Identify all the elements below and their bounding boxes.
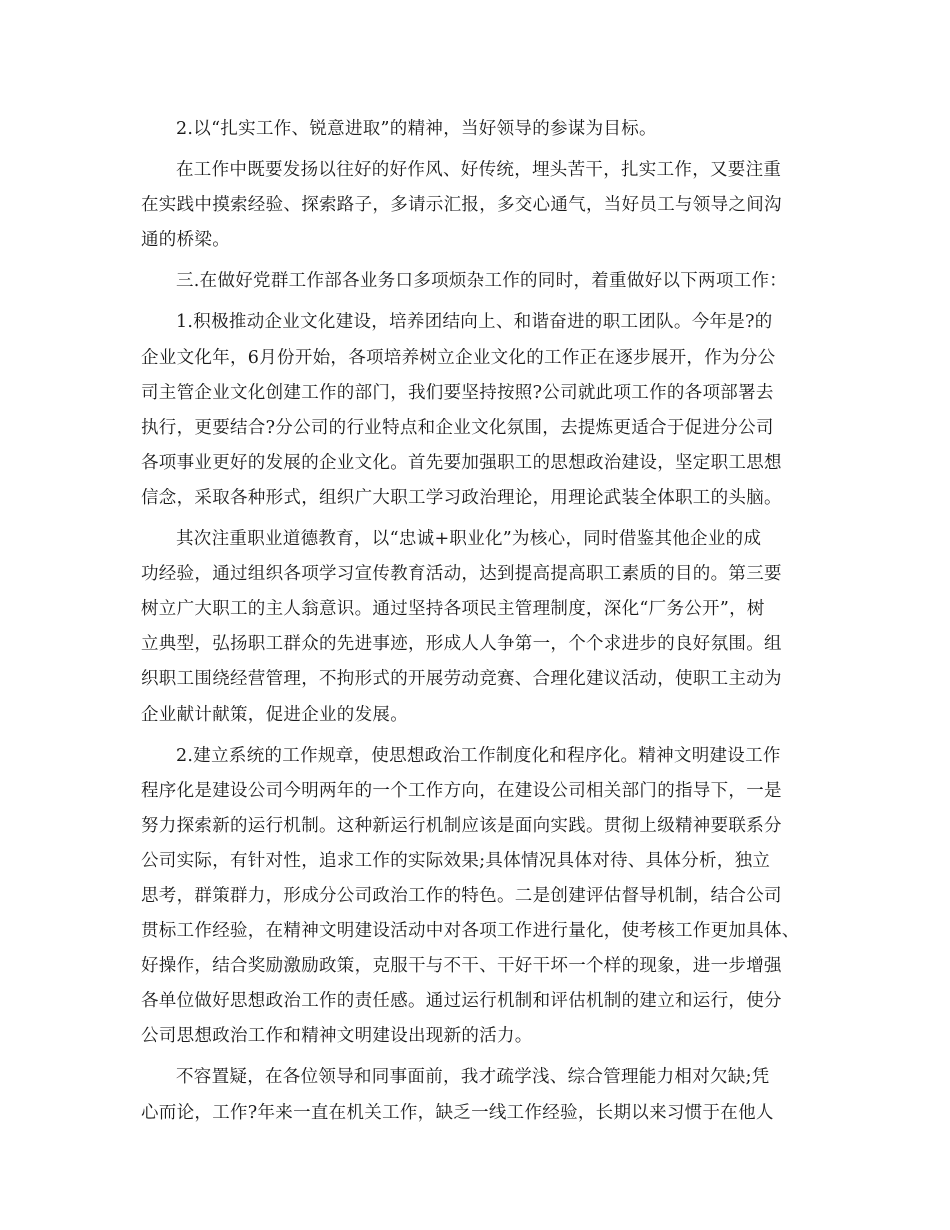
paragraph-3: 三.在做好党群工作部各业务口多项烦杂工作的同时，着重做好以下两项工作： <box>176 271 788 292</box>
paragraph-1: 2.以“扎实工作、锐意进取”的精神，当好领导的参谋为目标。 <box>176 119 657 139</box>
document-body <box>141 112 813 1131</box>
paragraph-6: 2.建立系统的工作规章，使思想政治工作制度化和程序化。精神文明建设工作 程序化是建设公司今明两年的一个工作方向，在建设公司相关部门的指导下，一是 努力探索新的运行机制。这种新运行机制应该是面向实践。贯彻上级精神要联系分 公司实际，有针对性，追求工作的实际效果;具体情况具体对待、具体分析，独立 思考，群策群力，形成分公司政治工作的特色。二是创建评估督导机制，结合公司 贯标工作经验，在精神文明建设活动中对各项工作进行量化，使考核工作更加具体、 好操作，结合奖励激励政策，克服干与不干、干好干坏一个样的现象，进一步增强 各单位做好思想政治工作的责任感。通过运行机制和评估机制的建立和运行，使分 公司思想政治工作和精神文明建设出现新的活力。 <box>141 745 800 1047</box>
paragraph-7: 不容置疑，在各位领导和同事面前，我才疏学浅、综合管理能力相对欠缺;凭 心而论，工作?年来一直在机关工作，缺乏一线工作经验，长期以来习惯于在他人 <box>141 1067 774 1123</box>
paragraph-2: 在工作中既要发扬以往好的好作风、好传统，埋头苦干，扎实工作，又要注重 在实践中摸索经验、探索路子，多请示汇报，多交心通气，当好员工与领导之间沟 通的桥梁。 <box>141 160 782 251</box>
paragraph-5: 其次注重职业道德教育，以“忠诚+职业化”为核心，同时借鉴其他企业的成 功经验，通过组织各项学习宣传教育活动，达到提高提高职工素质的目的。第三要 树立广大职工的主人翁意识。通过坚持各项民主管理制度，深化“厂务公开”，树 立典型，弘扬职工群众的先进事迹，形成人人争第一，个个求进步的良好氛围。组 织职工围绕经营管理，不拘形式的开展劳动竞赛、合理化建议活动，使职工主动为 企业献计献策，促进企业的发展。 <box>141 529 782 725</box>
paragraph-4: 1.积极推动企业文化建设，培养团结向上、和谐奋进的职工团队。今年是?的 企业文化年，6月份开始，各项培养树立企业文化的工作正在逐步展开，作为分公 司主管企业文化创建工作的部门，我们要坚持按照?公司就此项工作的各项部署去 执行，更要结合?分公司的行业特点和企业文化氛围，去提炼更适合于促进分公司 各项事业更好的发展的企业文化。首先要加强职工的思想政治建设，坚定职工思想 信念，采取各种形式，组织广大职工学习政治理论，用理论武装全体职工的头脑。 <box>141 312 782 508</box>
